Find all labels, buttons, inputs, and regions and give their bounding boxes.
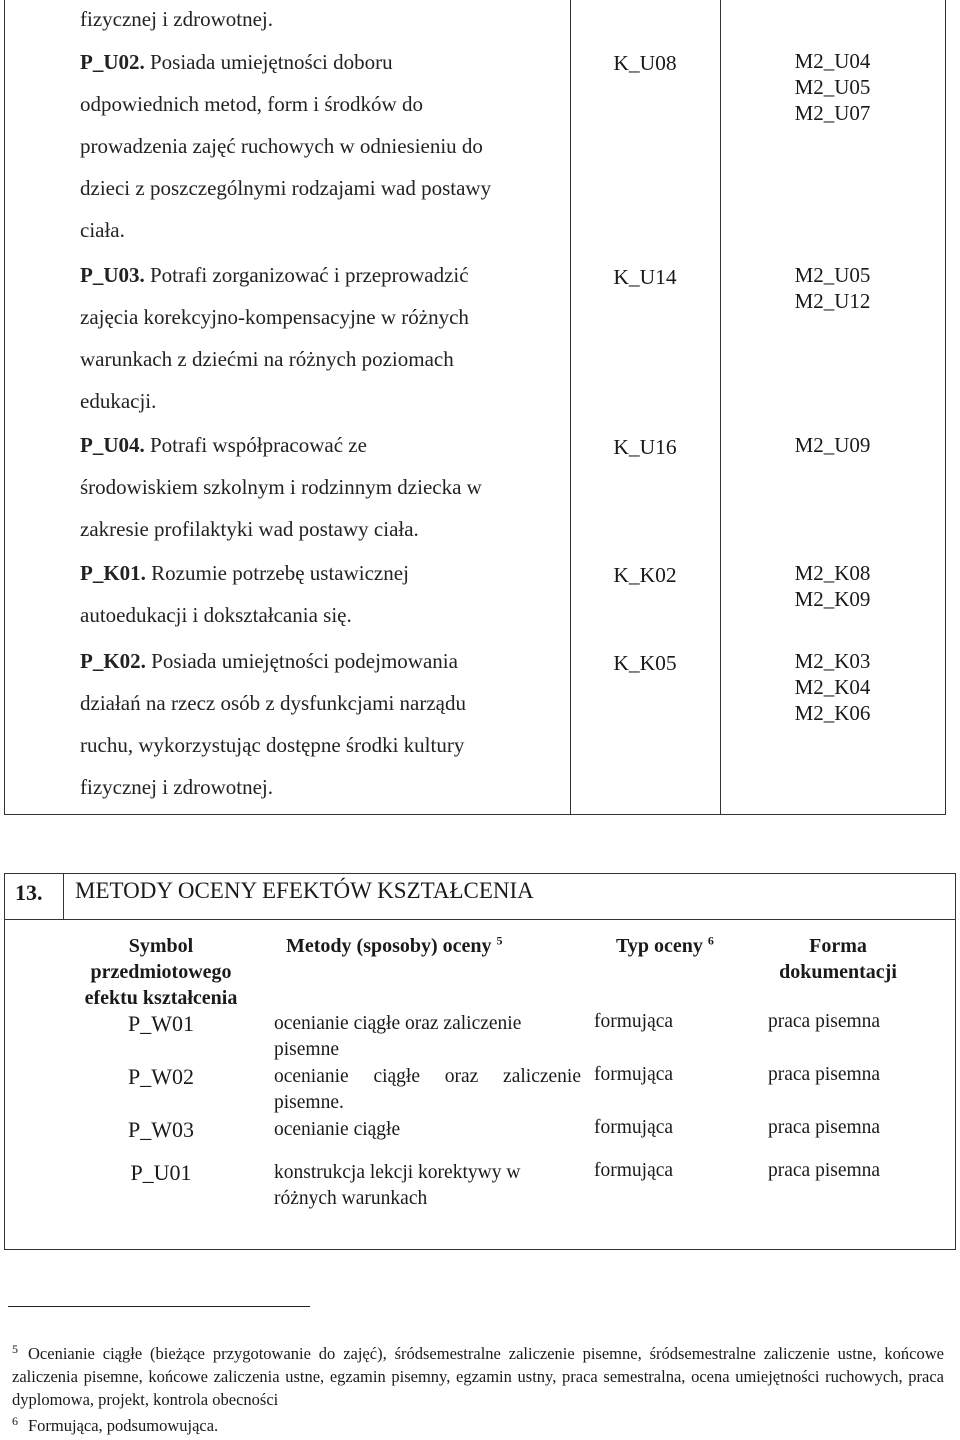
effect-code: P_U02.: [80, 50, 145, 74]
documentation-form: praca pisemna: [768, 1117, 881, 1138]
documentation-form: praca pisemna: [768, 1064, 881, 1085]
footnote-ref: 5: [496, 933, 503, 948]
direction-effect-code: K_U08: [613, 51, 677, 75]
effect-description: P_U04. Potrafi współpracować ze środowiskiem szkolnym i rodzinnym dziecka w zakresie profilaktyki wad postawy ciała.: [80, 433, 482, 541]
effect-description: P_K01. Rozumie potrzebę ustawicznej autoedukacji i dokształcania się.: [80, 561, 409, 627]
effect-description: P_U02. Posiada umiejętności doboru odpowiednich metod, form i środków do prowadzenia zajęć ruchowych w odniesieniu do dzieci z poszczególnymi rodzajami wad postawy ciała.: [80, 50, 492, 242]
method-text: ocenianie ciągłe oraz zaliczenie pisemne.: [274, 1066, 581, 1113]
footnote-separator: [8, 1306, 310, 1307]
learning-effects-table: [4, 0, 946, 815]
direction-effect-code: K_K02: [613, 563, 677, 587]
footnote-ref: 6: [707, 933, 714, 948]
footnote-mark: 6: [12, 1413, 18, 1428]
footnote-5: $^5$ Ocenianie ciągłe (bieżące przygotowanie do zajęć), śródsemestralne zaliczenie pisemne, śródsemestralne zaliczenie ustne, końcowe zaliczenia pisemne, końcowe zaliczenia ustne, egzamin pisemny, egzamin ustny, praca semestralna, ocena umiejętności ruchowych, praca dyplomowa, projekt, kontrola obecności: [12, 1341, 944, 1409]
effect-symbol: P_W01: [128, 1011, 194, 1036]
assessment-type: formująca: [594, 1160, 674, 1181]
area-effect-codes: M2_U04 M2_U05 M2_U07: [794, 49, 871, 125]
direction-effect-code: K_U16: [613, 435, 677, 459]
area-effect-codes: M2_K08 M2_K09: [794, 561, 871, 611]
footnote-mark: 5: [12, 1341, 18, 1356]
method-text: ocenianie ciągłe: [274, 1119, 401, 1140]
effect-code: P_U03.: [80, 263, 145, 287]
header-divider: [5, 919, 955, 920]
direction-effect-code: K_K05: [613, 651, 677, 675]
column-divider: [570, 0, 571, 814]
header-symbol: Symbol przedmiotowego efektu kształcenia: [84, 935, 238, 1009]
effect-symbol: P_W03: [128, 1117, 194, 1142]
section-number: 13.: [15, 880, 43, 905]
effect-description: fizycznej i zdrowotnej.: [80, 7, 273, 31]
effect-code: P_K01.: [80, 561, 146, 585]
area-effect-codes: M2_U09: [794, 433, 871, 457]
effect-symbol: P_U01: [130, 1160, 192, 1185]
effect-description: P_U03. Potrafi zorganizować i przeprowadzić zajęcia korekcyjno-kompensacyjne w różnych warunkach z dziećmi na różnych poziomach edukacji.: [80, 263, 469, 413]
effect-code: P_K02.: [80, 649, 146, 673]
assessment-type: formująca: [594, 1011, 674, 1032]
area-effect-codes: M2_U05 M2_U12: [794, 263, 871, 313]
effect-symbol: P_W02: [128, 1064, 194, 1089]
header-type: Typ oceny $^6$: [616, 933, 714, 957]
effect-description: P_K02. Posiada umiejętności podejmowania działań na rzecz osób z dysfunkcjami narządu ruchu, wykorzystując dostępne środki kultury fizycznej i zdrowotnej.: [80, 649, 466, 799]
effect-code: P_U04.: [80, 433, 145, 457]
assessment-type: formująca: [594, 1117, 674, 1138]
header-methods: Metody (sposoby) oceny $^5$: [286, 933, 503, 957]
assessment-type: formująca: [594, 1064, 674, 1085]
method-text: ocenianie ciągłe oraz zaliczenie pisemne: [274, 1013, 522, 1060]
assessment-methods-table: [56, 930, 897, 1224]
header-documentation: Forma dokumentacji: [779, 935, 897, 983]
method-text: konstrukcja lekcji korektywy w różnych warunkach: [274, 1162, 521, 1209]
footnote-6: $^6$ Formująca, podsumowująca.: [12, 1413, 219, 1435]
column-divider: [63, 874, 64, 919]
documentation-form: praca pisemna: [768, 1011, 881, 1032]
section-title: METODY OCENY EFEKTÓW KSZTAŁCENIA: [75, 878, 534, 903]
area-effect-codes: M2_K03 M2_K04 M2_K06: [794, 649, 871, 725]
direction-effect-code: K_U14: [613, 265, 677, 289]
documentation-form: praca pisemna: [768, 1160, 881, 1181]
